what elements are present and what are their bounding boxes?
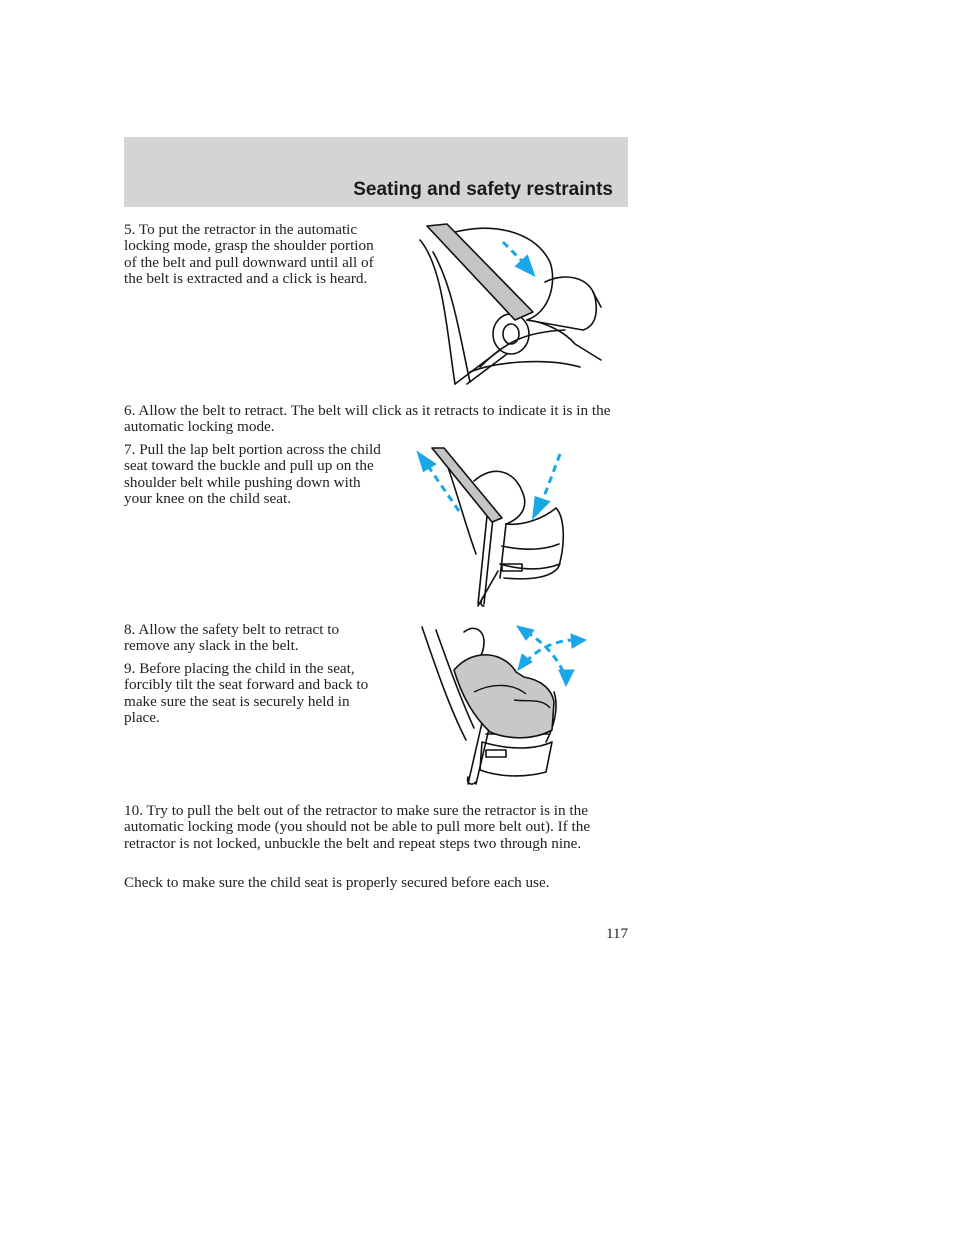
step-5-text: 5. To put the retractor in the automatic locking mode, grasp the shoulder portion of the belt and pull downward until all of the belt is extracted and a click is heard. — [124, 221, 374, 288]
step-7-text: 7. Pull the lap belt portion across the child seat toward the buckle and pull up on the shoulder belt while pushing down with your knee on the child seat. — [124, 441, 381, 508]
illustration-shoulder-belt-pull — [415, 222, 605, 387]
step-8-text: 8. Allow the safety belt to retract to remove any slack in the belt. — [124, 621, 340, 655]
section-header — [124, 137, 628, 207]
step-9-text: 9. Before placing the child in the seat, forcibly tilt the seat forward and back to make sure the seat is securely held in place. — [124, 660, 369, 727]
step-10-text: 10. Try to pull the belt out of the retractor to make sure the retractor is in the automatic locking mode (you should not be able to pull more belt out). If the retractor is not locked, unbuckle the belt and repeat steps two through nine. — [124, 802, 591, 852]
step-6-text: 6. Allow the belt to retract. The belt will click as it retracts to indicate it is in the automatic locking mode. — [124, 402, 611, 436]
closing-text: Check to make sure the child seat is properly secured before each use. — [124, 874, 550, 891]
page-number: 117 — [606, 926, 628, 942]
illustration-lap-belt-pull — [414, 446, 574, 608]
illustration-seat-tilt-check — [414, 622, 594, 788]
section-title: Seating and safety restraints — [353, 179, 613, 200]
